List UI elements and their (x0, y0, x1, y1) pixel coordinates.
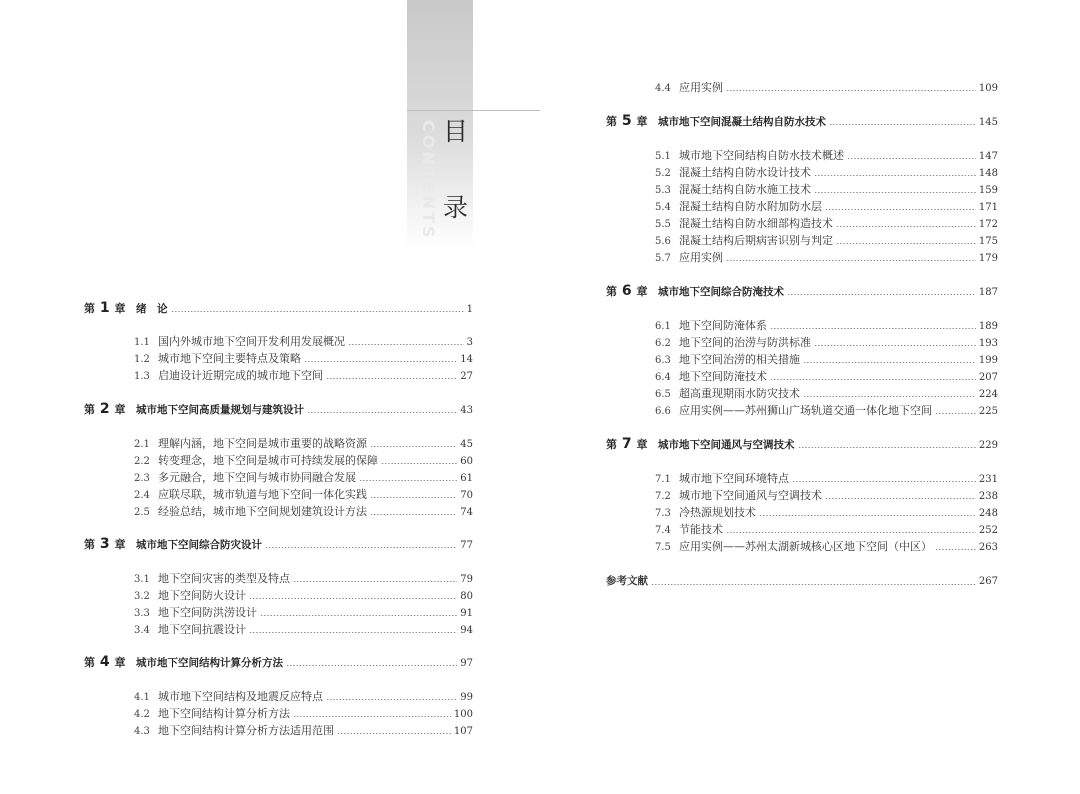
section-title: 城市地下空间环境特点 (679, 472, 789, 485)
section-title: 城市地下空间结构及地震反应特点 (158, 690, 323, 703)
toc-section-entry[interactable] (655, 182, 998, 197)
dot-leader (814, 175, 976, 176)
section-number: 7.1 (655, 474, 671, 485)
section-title: 混凝土结构自防水细部构造技术 (679, 217, 833, 230)
section-number: 4.3 (134, 726, 150, 737)
chapter-suffix: 章 (114, 302, 126, 315)
dot-leader (359, 480, 457, 481)
chapter-prefix: 第 (84, 656, 95, 669)
chapter-number: 1 (95, 300, 115, 316)
page-number: 109 (978, 83, 998, 94)
section-number: 4.1 (134, 692, 150, 703)
toc-section-entry[interactable] (655, 335, 998, 350)
section-title: 地下空间结构计算分析方法 (158, 707, 290, 720)
chapter-suffix: 章 (114, 538, 126, 551)
dot-leader (935, 549, 976, 550)
page-number: 263 (978, 542, 998, 553)
page-number: 224 (978, 389, 998, 400)
section-number: 2.3 (134, 473, 150, 484)
page-number: 172 (978, 219, 998, 230)
chapter-label (84, 655, 136, 670)
dot-leader (286, 665, 457, 666)
dot-leader (798, 447, 976, 448)
dot-leader (803, 396, 976, 397)
chapter-number: 7 (617, 436, 637, 452)
section-number: 2.2 (134, 456, 150, 467)
dot-leader (249, 632, 457, 633)
chapter-title: 城市地下空间混凝土结构自防水技术 (658, 116, 826, 128)
toc-section-entry[interactable] (655, 369, 998, 384)
chapter-prefix: 第 (84, 403, 95, 416)
section-title: 应联尽联，城市轨道与地下空间一体化实践 (158, 488, 367, 501)
page-number: 159 (978, 185, 998, 196)
section-number: 6.5 (655, 389, 671, 400)
dot-leader (935, 413, 976, 414)
toc-section-entry[interactable] (655, 199, 998, 214)
dot-leader (803, 362, 976, 363)
page-number: 189 (978, 321, 998, 332)
toc-chapter-entry[interactable] (84, 402, 473, 417)
section-number: 5.3 (655, 185, 671, 196)
page-number: 60 (460, 456, 473, 467)
page-number: 248 (978, 508, 998, 519)
dot-leader (348, 344, 464, 345)
dot-leader (814, 345, 976, 346)
dot-leader (770, 328, 976, 329)
dot-leader (381, 463, 457, 464)
section-title: 多元融合，地下空间与城市协同融合发展 (158, 471, 356, 484)
dot-leader (326, 378, 457, 379)
chapter-title: 城市地下空间综合防灾设计 (136, 539, 262, 551)
toc-title-char-2: 录 (443, 193, 469, 222)
toc-chapter-entry[interactable] (84, 655, 473, 670)
toc-section-entry[interactable] (655, 352, 998, 367)
section-number: 6.3 (655, 355, 671, 366)
page-number: 207 (978, 372, 998, 383)
page-number: 43 (460, 405, 473, 416)
section-title: 应用实例 (679, 251, 723, 264)
chapter-number: 3 (95, 536, 115, 552)
section-title: 地下空间治涝的相关措施 (679, 353, 800, 366)
chapter-prefix: 第 (606, 115, 617, 128)
toc-section-entry[interactable] (655, 539, 998, 554)
page-number: 252 (978, 525, 998, 536)
section-number: 2.4 (134, 490, 150, 501)
chapter-prefix: 第 (84, 538, 95, 551)
section-title: 城市地下空间通风与空调技术 (679, 489, 822, 502)
toc-chapter-entry[interactable] (606, 284, 998, 299)
section-number: 1.3 (134, 371, 150, 382)
section-title: 混凝土结构后期病害识别与判定 (679, 234, 833, 247)
section-number: 6.6 (655, 406, 671, 417)
section-number: 6.2 (655, 338, 671, 349)
dot-leader (792, 481, 976, 482)
section-number: 5.5 (655, 219, 671, 230)
page-number: 79 (460, 574, 473, 585)
section-number: 7.5 (655, 542, 671, 553)
page-number: 171 (978, 202, 998, 213)
chapter-title: 城市地下空间高质量规划与建筑设计 (136, 404, 304, 416)
toc-section-entry[interactable] (134, 334, 473, 349)
toc-section-entry[interactable] (134, 351, 473, 366)
chapter-number: 6 (617, 283, 637, 299)
header-rule (407, 110, 540, 111)
toc-chapter-entry[interactable] (606, 437, 998, 452)
dot-leader (260, 615, 457, 616)
toc-section-entry[interactable] (655, 505, 998, 520)
section-title: 启迪设计近期完成的城市地下空间 (158, 369, 323, 382)
section-number: 3.1 (134, 574, 150, 585)
chapter-number: 5 (617, 113, 637, 129)
dot-leader (370, 514, 457, 515)
section-number: 1.2 (134, 354, 150, 365)
dot-leader (337, 733, 451, 734)
chapter-number: 2 (95, 401, 115, 417)
section-number: 3.4 (134, 625, 150, 636)
toc-section-entry[interactable] (655, 80, 998, 95)
page-number: 14 (460, 354, 473, 365)
section-title: 地下空间防火设计 (158, 589, 246, 602)
page-number: 238 (978, 491, 998, 502)
dot-leader (814, 192, 976, 193)
chapter-title: 城市地下空间综合防淹技术 (658, 286, 784, 298)
dot-leader (726, 532, 976, 533)
section-title: 混凝土结构自防水附加防水层 (679, 200, 822, 213)
toc-section-entry[interactable] (655, 488, 998, 503)
toc-section-entry[interactable] (134, 487, 473, 502)
toc-references-entry[interactable] (606, 574, 998, 589)
section-number: 5.2 (655, 168, 671, 179)
chapter-suffix: 章 (114, 656, 126, 669)
section-number: 3.2 (134, 591, 150, 602)
chapter-label (84, 402, 136, 417)
section-title: 混凝土结构自防水施工技术 (679, 183, 811, 196)
section-title: 理解内涵，地下空间是城市重要的战略资源 (158, 437, 367, 450)
page-number: 74 (460, 507, 473, 518)
page-number: 80 (460, 591, 473, 602)
section-number: 5.4 (655, 202, 671, 213)
page-number: 107 (453, 726, 473, 737)
dot-leader (787, 294, 976, 295)
toc-section-entry[interactable] (655, 471, 998, 486)
toc-section-entry[interactable] (134, 453, 473, 468)
toc-section-entry[interactable] (134, 504, 473, 519)
toc-section-entry[interactable] (655, 216, 998, 231)
section-title: 地下空间抗震设计 (158, 623, 246, 636)
chapter-suffix: 章 (114, 403, 126, 416)
dot-leader (726, 260, 976, 261)
dot-leader (825, 498, 976, 499)
page-number: 187 (978, 287, 998, 298)
chapter-title: 城市地下空间结构计算分析方法 (136, 657, 283, 669)
section-number: 4.2 (134, 709, 150, 720)
section-title: 城市地下空间主要特点及策略 (158, 352, 301, 365)
chapter-suffix: 章 (636, 285, 648, 298)
dot-leader (825, 209, 976, 210)
page-number: 148 (978, 168, 998, 179)
section-title: 地下空间防淹体系 (679, 319, 767, 332)
toc-section-entry[interactable] (134, 571, 473, 586)
page-number: 99 (460, 692, 473, 703)
section-title: 地下空间灾害的类型及特点 (158, 572, 290, 585)
page-number: 147 (978, 151, 998, 162)
section-number: 1.1 (134, 337, 150, 348)
page-number: 175 (978, 236, 998, 247)
dot-leader (726, 90, 976, 91)
section-number: 7.4 (655, 525, 671, 536)
chapter-label (84, 537, 136, 552)
section-title: 转变理念，地下空间是城市可持续发展的保障 (158, 454, 378, 467)
section-title: 地下空间的治涝与防洪标准 (679, 336, 811, 349)
section-title: 冷热源规划技术 (679, 506, 756, 519)
chapter-suffix: 章 (636, 115, 648, 128)
chapter-prefix: 第 (84, 302, 95, 315)
section-title: 地下空间防洪涝设计 (158, 606, 257, 619)
toc-section-entry[interactable] (655, 318, 998, 333)
toc-section-entry[interactable] (134, 723, 473, 738)
chapter-title: 城市地下空间通风与空调技术 (658, 439, 795, 451)
dot-leader (836, 243, 976, 244)
chapter-label (606, 284, 658, 299)
toc-section-entry[interactable] (655, 165, 998, 180)
section-title: 城市地下空间结构自防水技术概述 (679, 149, 844, 162)
dot-leader (307, 412, 457, 413)
chapter-number: 4 (95, 654, 115, 670)
section-number: 7.2 (655, 491, 671, 502)
toc-chapter-entry[interactable] (606, 114, 998, 129)
page-number: 145 (978, 117, 998, 128)
section-title: 节能技术 (679, 523, 723, 536)
page-number: 229 (978, 440, 998, 451)
page-number: 199 (978, 355, 998, 366)
dot-leader (770, 379, 976, 380)
dot-leader (836, 226, 976, 227)
section-number: 6.4 (655, 372, 671, 383)
toc-section-entry[interactable] (134, 368, 473, 383)
dot-leader (293, 581, 457, 582)
section-number: 2.1 (134, 439, 150, 450)
toc-section-entry[interactable] (655, 250, 998, 265)
page-number: 94 (460, 625, 473, 636)
toc-section-entry[interactable] (655, 148, 998, 163)
contents-watermark: CONTENTS (419, 120, 438, 241)
page-number: 61 (460, 473, 473, 484)
toc-section-entry[interactable] (134, 605, 473, 620)
page-number: 225 (978, 406, 998, 417)
section-title: 应用实例——苏州太湖新城核心区地下空间（中区） (679, 540, 932, 553)
section-title: 国内外城市地下空间开发利用发展概况 (158, 335, 345, 348)
page-number: 27 (460, 371, 473, 382)
toc-chapter-entry[interactable] (84, 301, 473, 316)
chapter-label (606, 437, 658, 452)
chapter-prefix: 第 (606, 285, 617, 298)
dot-leader (651, 584, 976, 585)
page-number: 231 (978, 474, 998, 485)
page-number: 100 (453, 709, 473, 720)
toc-section-entry[interactable] (655, 386, 998, 401)
toc-section-entry[interactable] (134, 436, 473, 451)
section-title: 应用实例——苏州狮山广场轨道交通一体化地下空间 (679, 404, 932, 417)
page-number: 91 (460, 608, 473, 619)
dot-leader (171, 311, 464, 312)
toc-section-entry[interactable] (134, 689, 473, 704)
section-number: 4.4 (655, 83, 671, 94)
dot-leader (759, 515, 976, 516)
dot-leader (370, 446, 457, 447)
section-title: 经验总结，城市地下空间规划建筑设计方法 (158, 505, 367, 518)
page-number: 1 (466, 304, 473, 315)
section-number: 2.5 (134, 507, 150, 518)
toc-chapter-entry[interactable] (84, 537, 473, 552)
section-title: 地下空间防淹技术 (679, 370, 767, 383)
dot-leader (249, 598, 457, 599)
toc-section-entry[interactable] (134, 706, 473, 721)
toc-section-entry[interactable] (655, 522, 998, 537)
dot-leader (370, 497, 457, 498)
page-number: 193 (978, 338, 998, 349)
section-number: 6.1 (655, 321, 671, 332)
section-number: 5.6 (655, 236, 671, 247)
page-number: 70 (460, 490, 473, 501)
page-number: 3 (466, 337, 473, 348)
toc-section-entry[interactable] (134, 622, 473, 637)
toc-title-char-1: 目 (443, 117, 469, 146)
dot-leader (304, 361, 457, 362)
page-number: 97 (460, 658, 473, 669)
toc-section-entry[interactable] (655, 403, 998, 418)
chapter-prefix: 第 (606, 438, 617, 451)
section-number: 5.1 (655, 151, 671, 162)
references-title: 参考文献 (606, 575, 648, 587)
dot-leader (265, 547, 457, 548)
dot-leader (847, 158, 976, 159)
section-title: 混凝土结构自防水设计技术 (679, 166, 811, 179)
page-number: 179 (978, 253, 998, 264)
toc-section-entry[interactable] (655, 233, 998, 248)
page-number: 267 (978, 576, 998, 587)
section-title: 应用实例 (679, 81, 723, 94)
chapter-title: 绪 论 (136, 303, 168, 315)
dot-leader (326, 699, 457, 700)
page-number: 77 (460, 540, 473, 551)
chapter-label (606, 114, 658, 129)
section-title: 超高重现期雨水防灾技术 (679, 387, 800, 400)
chapter-suffix: 章 (636, 438, 648, 451)
dot-leader (293, 716, 451, 717)
section-number: 5.7 (655, 253, 671, 264)
dot-leader (829, 124, 976, 125)
page-number: 45 (460, 439, 473, 450)
toc-section-entry[interactable] (134, 470, 473, 485)
section-number: 7.3 (655, 508, 671, 519)
toc-section-entry[interactable] (134, 588, 473, 603)
chapter-label (84, 301, 136, 316)
section-number: 3.3 (134, 608, 150, 619)
section-title: 地下空间结构计算分析方法适用范围 (158, 724, 334, 737)
